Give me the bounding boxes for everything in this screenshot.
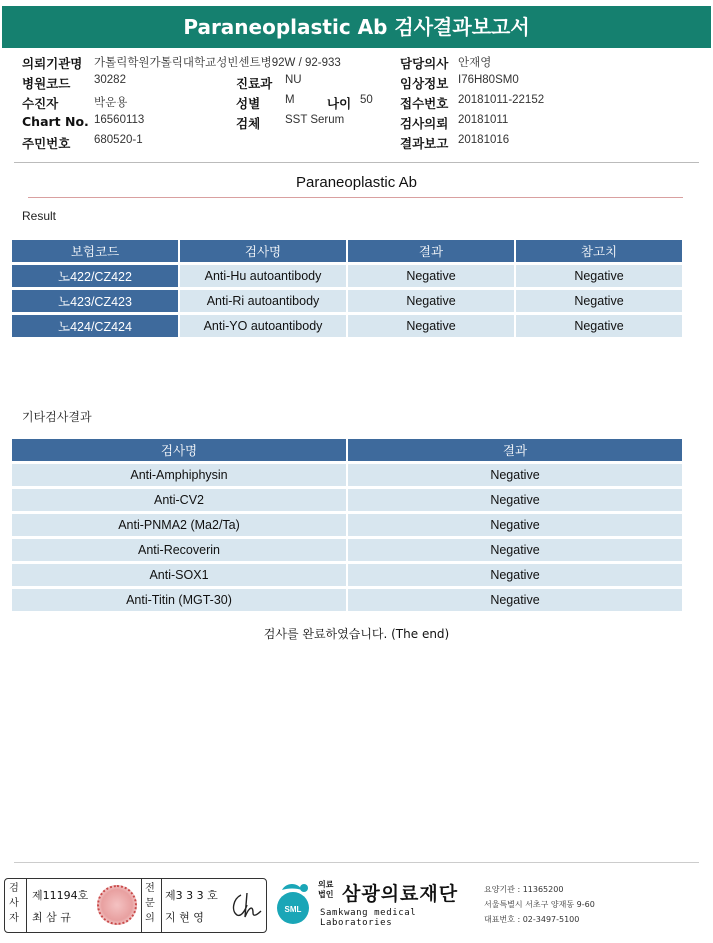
info-row-2 [22, 74, 702, 93]
result-table [10, 237, 684, 340]
table-row [12, 589, 682, 611]
doctor-value: 안재영 [458, 57, 492, 69]
test-result: Negative [348, 489, 682, 511]
col-code-header: 보험코드 [12, 240, 178, 262]
info-row-4 [22, 114, 702, 133]
col-result-header: 결과 [348, 240, 514, 262]
request-label: 검사의뢰 [400, 116, 449, 131]
inspector-license: 제11194호 [32, 889, 89, 902]
receipt-value: 20181011-22152 [458, 94, 545, 106]
report-date-label: 결과보고 [400, 136, 449, 151]
org-prefix-2: 법인 [318, 890, 334, 899]
header-divider [14, 162, 699, 163]
inspector-name: 최 삼 규 [32, 911, 71, 924]
sml-logo-icon [272, 880, 314, 928]
table-row [12, 265, 682, 287]
test-result: Negative [348, 290, 514, 312]
info-row-3 [22, 94, 702, 113]
reference-value: Negative [516, 315, 682, 337]
sig-divider-1 [26, 879, 27, 932]
other-section-label: 기타검사결과 [22, 410, 92, 424]
test-name: Anti-Amphiphysin [12, 464, 346, 486]
reference-value: Negative [516, 290, 682, 312]
test-name: Anti-Recoverin [12, 539, 346, 561]
info-row-5 [22, 134, 702, 153]
institution-label: 의뢰기관명 [22, 56, 83, 71]
sig-divider-3 [161, 879, 162, 932]
seal-stamp [97, 885, 137, 925]
resident-value: 680520-1 [94, 134, 143, 146]
insurance-code: 노423/CZ423 [12, 290, 178, 312]
age-value: 50 [360, 94, 373, 106]
test-result: Negative [348, 315, 514, 337]
specialist-vertical-label [144, 881, 158, 926]
inspector-label: 검사자 [9, 883, 19, 924]
table-row [12, 514, 682, 536]
insurance-code: 노422/CZ422 [12, 265, 178, 287]
other-col-result-header: 결과 [348, 439, 682, 461]
sig-divider-2 [141, 879, 142, 932]
clinical-value: I76H80SM0 [458, 74, 519, 86]
other-results-table [10, 436, 684, 614]
sex-value: M [285, 94, 295, 106]
clinical-label: 임상정보 [400, 76, 449, 91]
test-name: Anti-PNMA2 (Ma2/Ta) [12, 514, 346, 536]
test-name: Anti-Titin (MGT-30) [12, 589, 346, 611]
table-row [12, 564, 682, 586]
patient-value: 박운용 [94, 97, 128, 109]
org-name: 삼광의료재단 [342, 883, 459, 905]
test-name: Anti-Hu autoantibody [180, 265, 346, 287]
hospital-code-value: 30282 [94, 74, 126, 86]
table-row [12, 464, 682, 486]
report-subtitle: Paraneoplastic Ab [296, 174, 417, 191]
test-result: Negative [348, 514, 682, 536]
chart-label: Chart No. [22, 114, 89, 129]
logo-text: SML [284, 905, 302, 914]
result-header-row [12, 240, 682, 262]
doctor-label: 담당의사 [400, 56, 449, 71]
institution-value: 가톨릭학원가톨릭대학교성빈센트병92W / 92-933 [94, 57, 341, 69]
specimen-label: 검체 [236, 116, 261, 131]
test-name: Anti-Ri autoantibody [180, 290, 346, 312]
col-reference-header: 참고치 [516, 240, 682, 262]
hospital-code-label: 병원코드 [22, 76, 71, 91]
test-name: Anti-CV2 [12, 489, 346, 511]
age-label: 나이 [327, 96, 352, 111]
result-section-label: Result [22, 209, 57, 223]
test-result: Negative [348, 589, 682, 611]
report-title-bar: Paraneoplastic Ab 검사결과보고서 [2, 6, 711, 48]
reference-value: Negative [516, 265, 682, 287]
test-result: Negative [348, 539, 682, 561]
info-row-1 [22, 54, 702, 73]
org-prefix-1: 의료 [318, 880, 334, 889]
other-header-row [12, 439, 682, 461]
chart-value: 16560113 [94, 114, 145, 126]
receipt-label: 접수번호 [400, 96, 449, 111]
table-row [12, 290, 682, 312]
test-result: Negative [348, 265, 514, 287]
signature-box [4, 878, 267, 933]
table-row [12, 539, 682, 561]
table-row [12, 315, 682, 337]
organization-block [318, 878, 493, 930]
request-value: 20181011 [458, 114, 509, 126]
sex-label: 성별 [236, 96, 261, 111]
test-result: Negative [348, 464, 682, 486]
care-institution-number: 요양기관 : 11365200 [484, 885, 564, 894]
inspector-vertical-label [8, 881, 22, 926]
table-row [12, 489, 682, 511]
specialist-license: 제3 3 3 호 [165, 889, 218, 902]
dept-value: NU [285, 74, 302, 86]
phone-number: 대표번호 : 02-3497-5100 [484, 915, 580, 924]
insurance-code: 노424/CZ424 [12, 315, 178, 337]
specimen-value: SST Serum [285, 114, 345, 126]
contact-info [484, 882, 595, 927]
org-english-name: Samkwang medical Laboratories [320, 908, 417, 928]
report-date-value: 20181016 [458, 134, 510, 146]
specialist-name: 지 현 영 [165, 911, 204, 924]
patient-label: 수진자 [22, 96, 59, 111]
address: 서울특별시 서초구 양재동 9-60 [484, 900, 595, 909]
test-name: Anti-YO autoantibody [180, 315, 346, 337]
test-name: Anti-SOX1 [12, 564, 346, 586]
dept-label: 진료과 [236, 76, 273, 91]
resident-label: 주민번호 [22, 136, 71, 151]
end-note: 검사를 완료하였습니다. (The end) [263, 627, 450, 641]
org-prefix [318, 880, 333, 900]
specialist-label: 전문의 [145, 883, 155, 924]
col-name-header: 검사명 [180, 240, 346, 262]
subtitle-underline [28, 197, 683, 198]
test-result: Negative [348, 564, 682, 586]
other-col-name-header: 검사명 [12, 439, 346, 461]
footer-divider [14, 862, 699, 863]
handwritten-signature [229, 889, 265, 923]
